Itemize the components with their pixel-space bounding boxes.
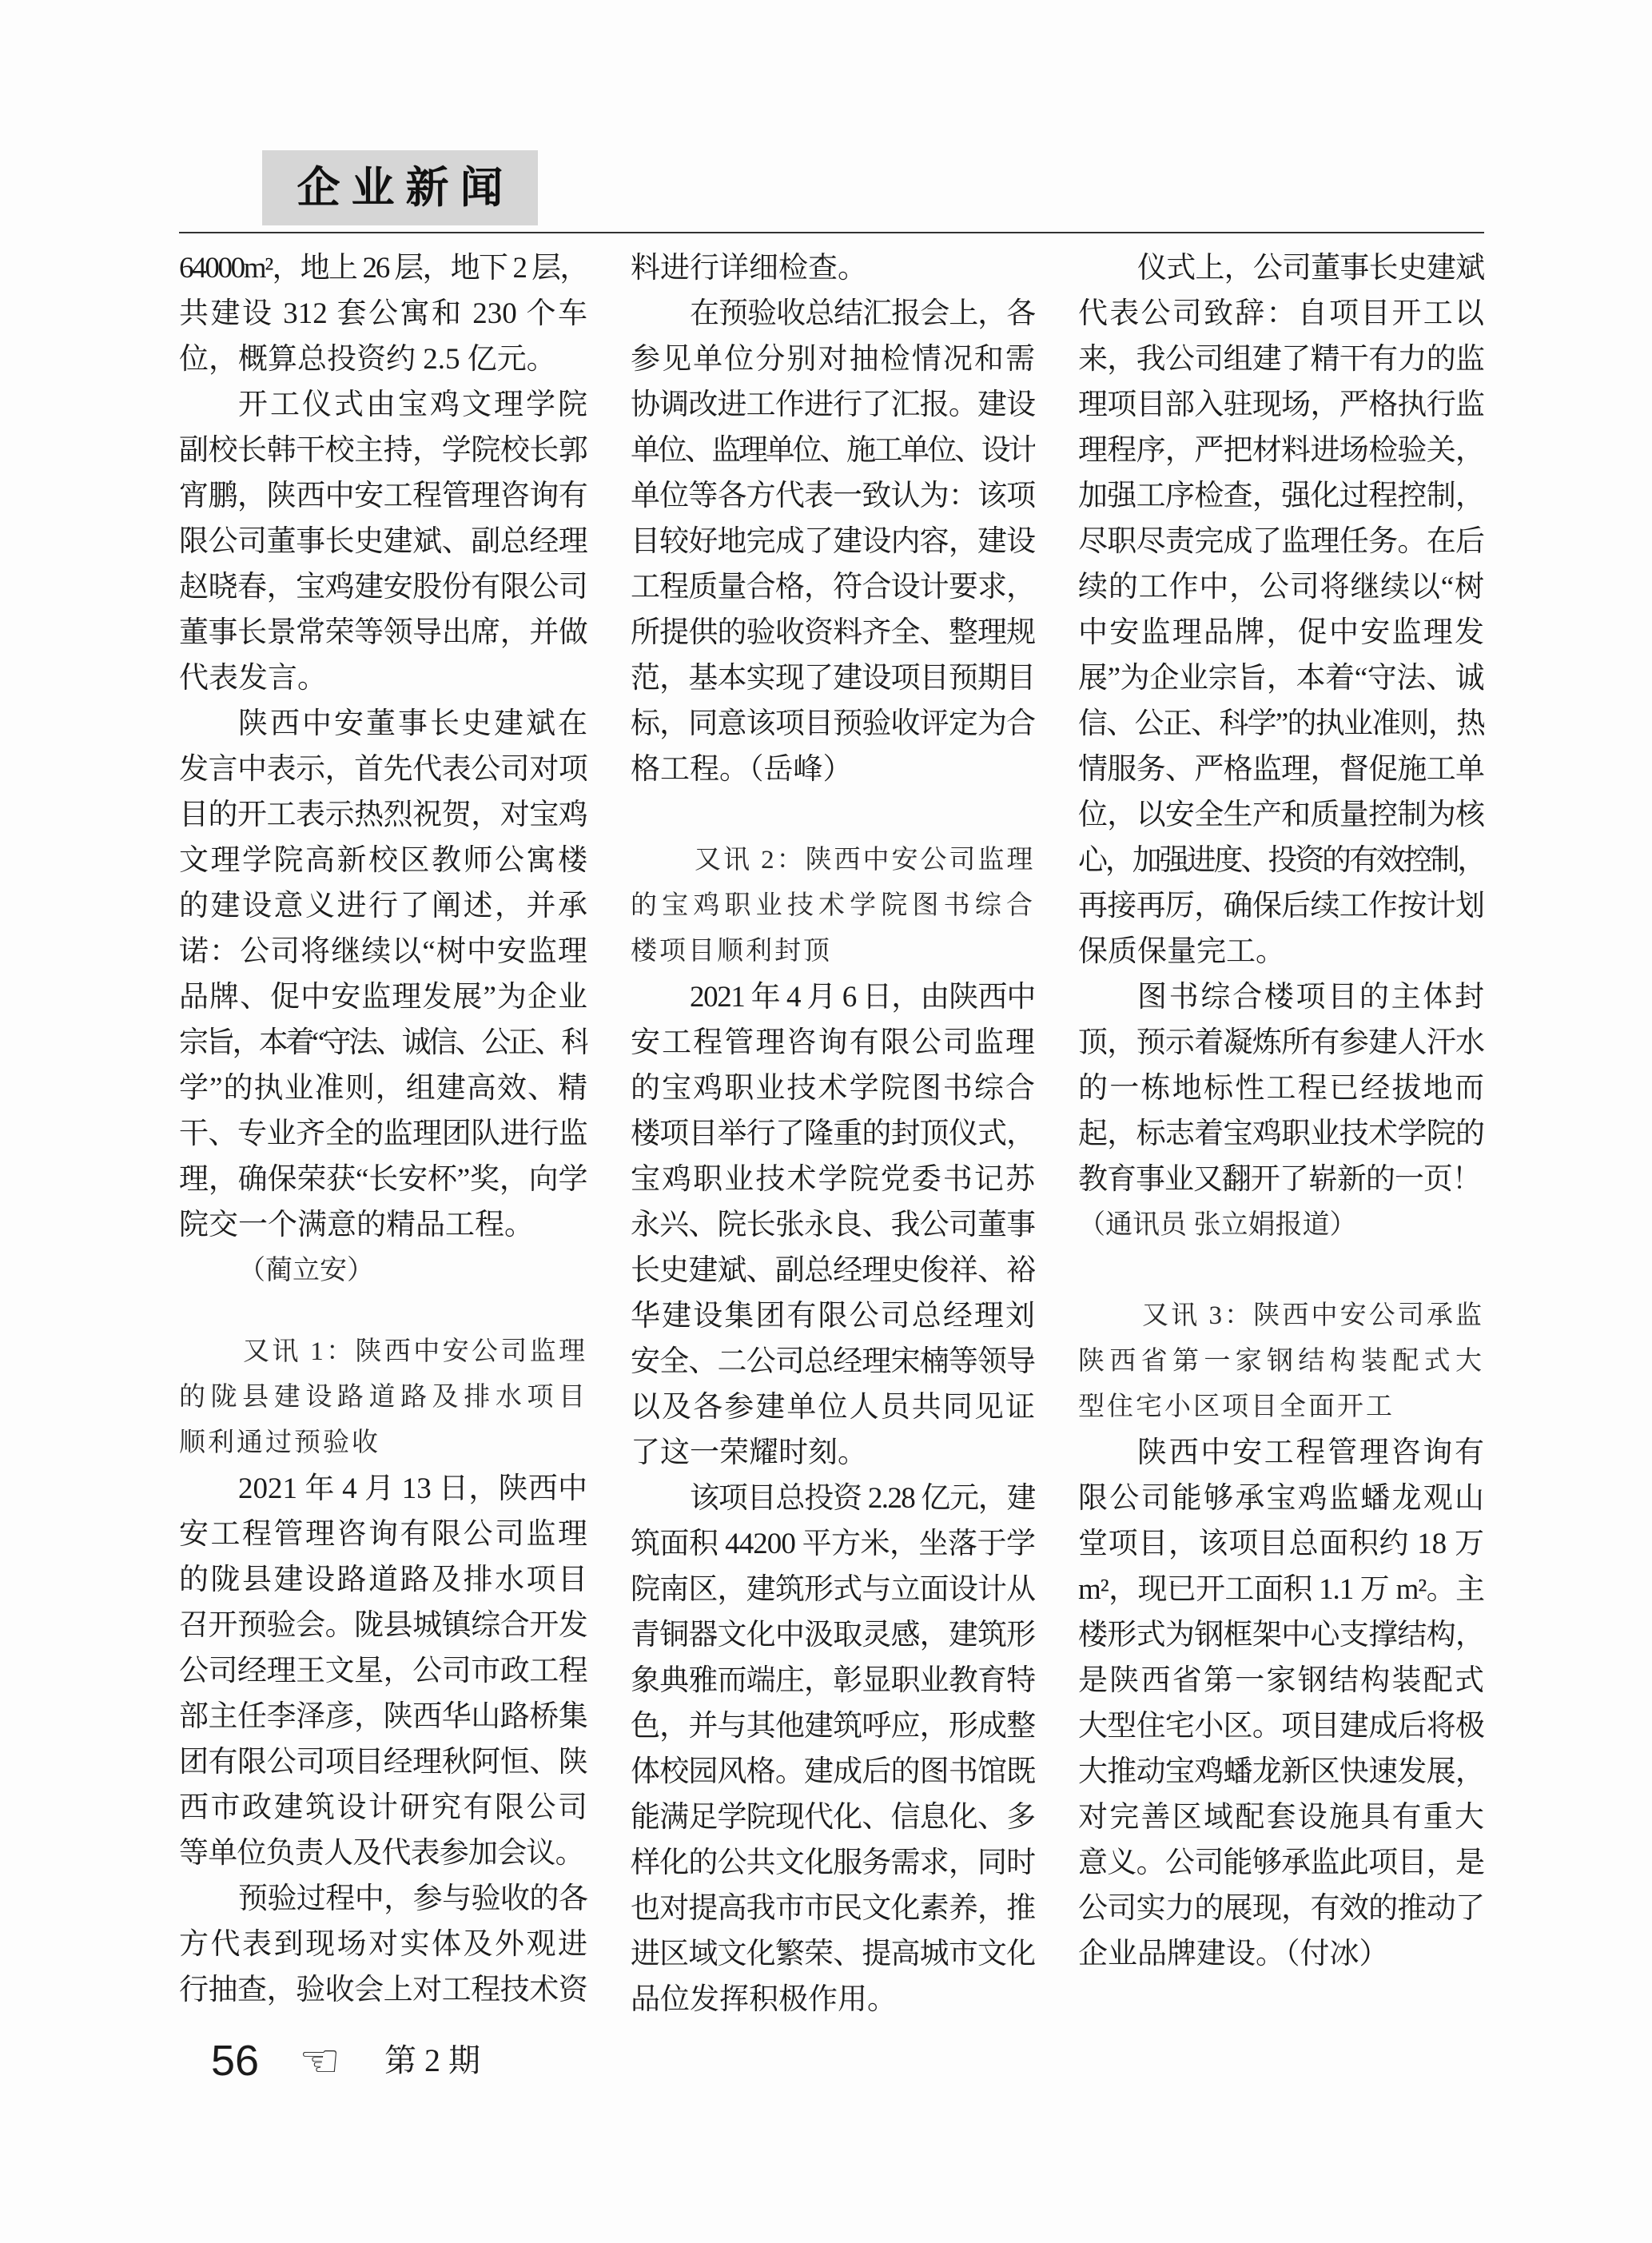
column-2 bbox=[631, 245, 1035, 2022]
text-line: 仪式上，公司董事长史建斌 bbox=[1137, 252, 1484, 285]
news-heading bbox=[631, 838, 1035, 974]
text-line: 公司经理王文星，公司市政工程 bbox=[179, 1655, 587, 1687]
text-line: 筑面积 44200 平方米，坐落于学 bbox=[631, 1528, 1035, 1560]
paragraph bbox=[631, 1476, 1035, 2022]
text-line: 单位、监理单位、施工单位、设计 bbox=[631, 434, 1035, 467]
text-line: 公司实力的展现，有效的推动了 bbox=[1078, 1892, 1484, 1925]
text-line: 共建设 312 套公寓和 230 个车 bbox=[179, 297, 587, 330]
text-line: 大型住宅小区。项目建成后将极 bbox=[1078, 1710, 1484, 1743]
text-line: 理程序，严把材料进场检验关， bbox=[1078, 434, 1484, 467]
paragraph bbox=[179, 701, 587, 1248]
text-line: 图书综合楼项目的主体封 bbox=[1137, 981, 1484, 1014]
text-line: 干、专业齐全的监理团队进行监 bbox=[179, 1118, 587, 1150]
text-line: m²，现已开工面积 1.1 万 m²。主 bbox=[1078, 1573, 1484, 1606]
text-line: 信、公正、科学”的执业准则，热 bbox=[1078, 707, 1484, 740]
heading-line: 型住宅小区项目全面开工 bbox=[1078, 1392, 1395, 1421]
paragraph bbox=[179, 382, 587, 701]
text-line: 宝鸡职业技术学院党委书记苏 bbox=[631, 1163, 1035, 1196]
text-line: 的宝鸡职业技术学院图书综合 bbox=[631, 1072, 1035, 1105]
text-line: 的建设意义进行了阐述，并承 bbox=[179, 890, 587, 922]
text-line: 在预验收总结汇报会上，各 bbox=[690, 297, 1035, 330]
text-line: 院南区，建筑形式与立面设计从 bbox=[631, 1573, 1035, 1606]
text-line: 起，标志着宝鸡职业技术学院的 bbox=[1078, 1118, 1484, 1150]
text-line: 尽职尽责完成了监理任务。在后 bbox=[1078, 525, 1484, 558]
text-line: 院交一个满意的精品工程。 bbox=[179, 1209, 534, 1241]
text-line: 的陇县建设路道路及排水项目 bbox=[179, 1564, 587, 1596]
text-line: 限公司能够承宝鸡监蟠龙观山 bbox=[1078, 1482, 1484, 1515]
paragraph bbox=[179, 1876, 587, 2013]
text-line: 象典雅而端庄，彰显职业教育特 bbox=[631, 1664, 1035, 1697]
text-line: 华建设集团有限公司总经理刘 bbox=[631, 1300, 1035, 1333]
text-line: 开工仪式由宝鸡文理学院 bbox=[238, 388, 587, 421]
text-line: 心，加强进度、投资的有效控制， bbox=[1078, 844, 1484, 877]
text-line: 情服务、严格监理，督促施工单 bbox=[1078, 753, 1484, 786]
text-line: 宵鹏，陕西中安工程管理咨询有 bbox=[179, 480, 587, 512]
text-line: 位，以安全生产和质量控制为核 bbox=[1078, 799, 1484, 831]
paragraph bbox=[631, 291, 1035, 792]
heading-line: 又讯 3：陕西中安公司承监 bbox=[1142, 1301, 1484, 1330]
text-line: 对完善区域配套设施具有重大 bbox=[1078, 1801, 1484, 1834]
text-line: 是陕西省第一家钢结构装配式 bbox=[1078, 1664, 1484, 1697]
text-line: 所提供的验收资料齐全、整理规 bbox=[631, 616, 1035, 649]
text-line: 陕西中安工程管理咨询有 bbox=[1137, 1436, 1484, 1469]
text-line: 安工程管理咨询有限公司监理 bbox=[631, 1026, 1035, 1059]
paragraph bbox=[1078, 1430, 1484, 1977]
text-line: 宗旨，本着“守法、诚信、公正、科 bbox=[179, 1026, 587, 1059]
text-line: 赵晓春，宝鸡建安股份有限公司 bbox=[179, 571, 587, 604]
paragraph-continued bbox=[631, 245, 1035, 291]
heading-line: 又讯 2：陕西中安公司监理 bbox=[695, 846, 1035, 874]
paragraph-continued bbox=[179, 245, 587, 382]
text-line: 等单位负责人及代表参加会议。 bbox=[179, 1837, 584, 1870]
header-rule bbox=[179, 232, 1484, 233]
text-line: 标，同意该项目预验收评定为合 bbox=[631, 707, 1035, 740]
text-line: 体校园风格。建成后的图书馆既 bbox=[631, 1755, 1035, 1788]
text-line: 参见单位分别对抽检情况和需 bbox=[631, 343, 1035, 376]
text-line: 进区域文化繁荣、提高城市文化 bbox=[631, 1938, 1035, 1970]
text-line: 目的开工表示热烈祝贺，对宝鸡 bbox=[179, 799, 587, 831]
text-line: 加强工序检查，强化过程控制， bbox=[1078, 480, 1484, 512]
pointing-hand-icon: ☜ bbox=[299, 2034, 340, 2088]
heading-line: 顺利通过预验收 bbox=[179, 1428, 380, 1457]
text-line: 的一栋地标性工程已经拔地而 bbox=[1078, 1072, 1484, 1105]
heading-line: 的陇县建设路道路及排水项目 bbox=[179, 1383, 587, 1412]
text-line: 样化的公共文化服务需求，同时 bbox=[631, 1847, 1035, 1879]
text-line: 中安监理品牌，促中安监理发 bbox=[1078, 616, 1484, 649]
text-line: 堂项目，该项目总面积约 18 万 bbox=[1078, 1528, 1484, 1560]
text-line: 楼项目举行了隆重的封顶仪式， bbox=[631, 1118, 1035, 1150]
text-line: 行抽查，验收会上对工程技术资 bbox=[179, 1974, 587, 2006]
text-line: 目较好地完成了建设内容，建设 bbox=[631, 525, 1035, 558]
text-line: 能满足学院现代化、信息化、多 bbox=[631, 1801, 1035, 1834]
text-line: 企业品牌建设。（付冰） bbox=[1078, 1938, 1389, 1970]
text-line: 也对提高我市市民文化素养，推 bbox=[631, 1892, 1035, 1925]
text-line: 色，并与其他建筑呼应，形成整 bbox=[631, 1710, 1035, 1743]
text-line: 品位发挥积极作用。 bbox=[631, 1983, 897, 2016]
text-line: 大推动宝鸡蟠龙新区快速发展， bbox=[1078, 1755, 1484, 1788]
text-line: 格工程。（岳峰） bbox=[631, 753, 853, 786]
text-line: 料进行详细检查。 bbox=[631, 252, 867, 285]
text-line: 单位等各方代表一致认为：该项 bbox=[631, 480, 1035, 512]
text-line: 楼形式为钢框架中心支撑结构， bbox=[1078, 1619, 1484, 1651]
paragraph bbox=[179, 1466, 587, 1876]
paragraph bbox=[1078, 974, 1484, 1202]
text-line: 理，确保荣获“长安杯”奖，向学 bbox=[179, 1163, 587, 1196]
heading-line: 楼项目顺利封顶 bbox=[631, 937, 832, 966]
text-line: 召开预验会。陇县城镇综合开发 bbox=[179, 1609, 587, 1642]
text-line: 教育事业又翻开了崭新的一页！ bbox=[1078, 1163, 1481, 1196]
text-line: 陕西中安董事长史建斌在 bbox=[238, 707, 587, 740]
text-line: 范，基本实现了建设项目预期目 bbox=[631, 662, 1035, 695]
text-line: 发言中表示，首先代表公司对项 bbox=[179, 753, 587, 786]
text-line: 2021 年 4 月 13 日，陕西中 bbox=[238, 1472, 587, 1505]
page-number: 56 bbox=[211, 2037, 260, 2085]
text-line: 诺：公司将继续以“树中安监理 bbox=[179, 935, 587, 968]
paragraph bbox=[631, 974, 1035, 1476]
news-heading bbox=[179, 1329, 587, 1466]
text-line: 来，我公司组建了精干有力的监 bbox=[1078, 343, 1484, 376]
column-3 bbox=[1078, 245, 1484, 1977]
text-line: 2021 年 4 月 6 日，由陕西中 bbox=[690, 981, 1035, 1014]
text-line: 顶，预示着凝炼所有参建人汗水 bbox=[1078, 1026, 1484, 1059]
text-line: 预验过程中，参与验收的各 bbox=[238, 1882, 587, 1915]
text-line: 位，概算总投资约 2.5 亿元。 bbox=[179, 343, 556, 376]
text-line: 副校长韩干校主持，学院校长郭 bbox=[179, 434, 587, 467]
text-line: 品牌、促中安监理发展”为企业 bbox=[179, 981, 587, 1014]
text-line: 安全、二公司总经理宋楠等领导 bbox=[631, 1345, 1035, 1378]
text-line: 代表发言。 bbox=[179, 662, 327, 695]
text-line: 西市政建筑设计研究有限公司 bbox=[179, 1791, 587, 1824]
text-line: 理项目部入驻现场，严格执行监 bbox=[1078, 388, 1484, 421]
byline: （蔺立安） bbox=[238, 1256, 374, 1285]
heading-line: 又讯 1：陕西中安公司监理 bbox=[243, 1337, 587, 1366]
text-line: 保质保量完工。 bbox=[1078, 935, 1285, 968]
text-line: 文理学院高新校区教师公寓楼 bbox=[179, 844, 587, 877]
text-line: 代表公司致辞：自项目开工以 bbox=[1078, 297, 1484, 330]
text-line: 青铜器文化中汲取灵感，建筑形 bbox=[631, 1619, 1035, 1651]
text-line: 了这一荣耀时刻。 bbox=[631, 1436, 867, 1469]
text-line: 永兴、院长张永良、我公司董事 bbox=[631, 1209, 1035, 1241]
text-line: 意义。公司能够承监此项目，是 bbox=[1078, 1847, 1484, 1879]
text-line: 工程质量合格，符合设计要求， bbox=[631, 571, 1035, 604]
text-line: 限公司董事长史建斌、副总经理 bbox=[179, 525, 587, 558]
text-line: 展”为企业宗旨，本着“守法、诚 bbox=[1078, 662, 1484, 695]
text-line: 学”的执业准则，组建高效、精 bbox=[179, 1072, 587, 1105]
news-heading bbox=[1078, 1293, 1484, 1430]
text-line: 长史建斌、副总经理史俊祥、裕 bbox=[631, 1254, 1035, 1287]
heading-line: 陕西省第一家钢结构装配式大 bbox=[1078, 1347, 1484, 1376]
text-line: 董事长景常荣等领导出席，并做 bbox=[179, 616, 587, 649]
paragraph bbox=[1078, 245, 1484, 974]
section-title: 企业新闻 bbox=[262, 150, 538, 225]
column-1 bbox=[179, 245, 587, 2013]
text-line: 续的工作中，公司将继续以“树 bbox=[1078, 571, 1484, 604]
text-line: 安工程管理咨询有限公司监理 bbox=[179, 1518, 587, 1551]
text-line: 方代表到现场对实体及外观进 bbox=[179, 1928, 587, 1961]
text-line: 部主任李泽彦，陕西华山路桥集 bbox=[179, 1700, 587, 1733]
text-line: 再接再厉，确保后续工作按计划 bbox=[1078, 890, 1484, 922]
text-line: 协调改进工作进行了汇报。建设 bbox=[631, 388, 1035, 421]
issue-number: 第 2 期 bbox=[384, 2042, 480, 2078]
text-line: 64000m²，地上 26 层，地下 2 层， bbox=[179, 252, 587, 285]
text-line: 团有限公司项目经理秋阿恒、陕 bbox=[179, 1746, 587, 1779]
text-line: 该项目总投资 2.28 亿元，建 bbox=[690, 1482, 1035, 1515]
heading-line: 的宝鸡职业技术学院图书综合 bbox=[631, 891, 1035, 920]
text-line: 以及各参建单位人员共同见证 bbox=[631, 1391, 1035, 1424]
byline: （通讯员 张立娟报道） bbox=[1078, 1210, 1357, 1240]
